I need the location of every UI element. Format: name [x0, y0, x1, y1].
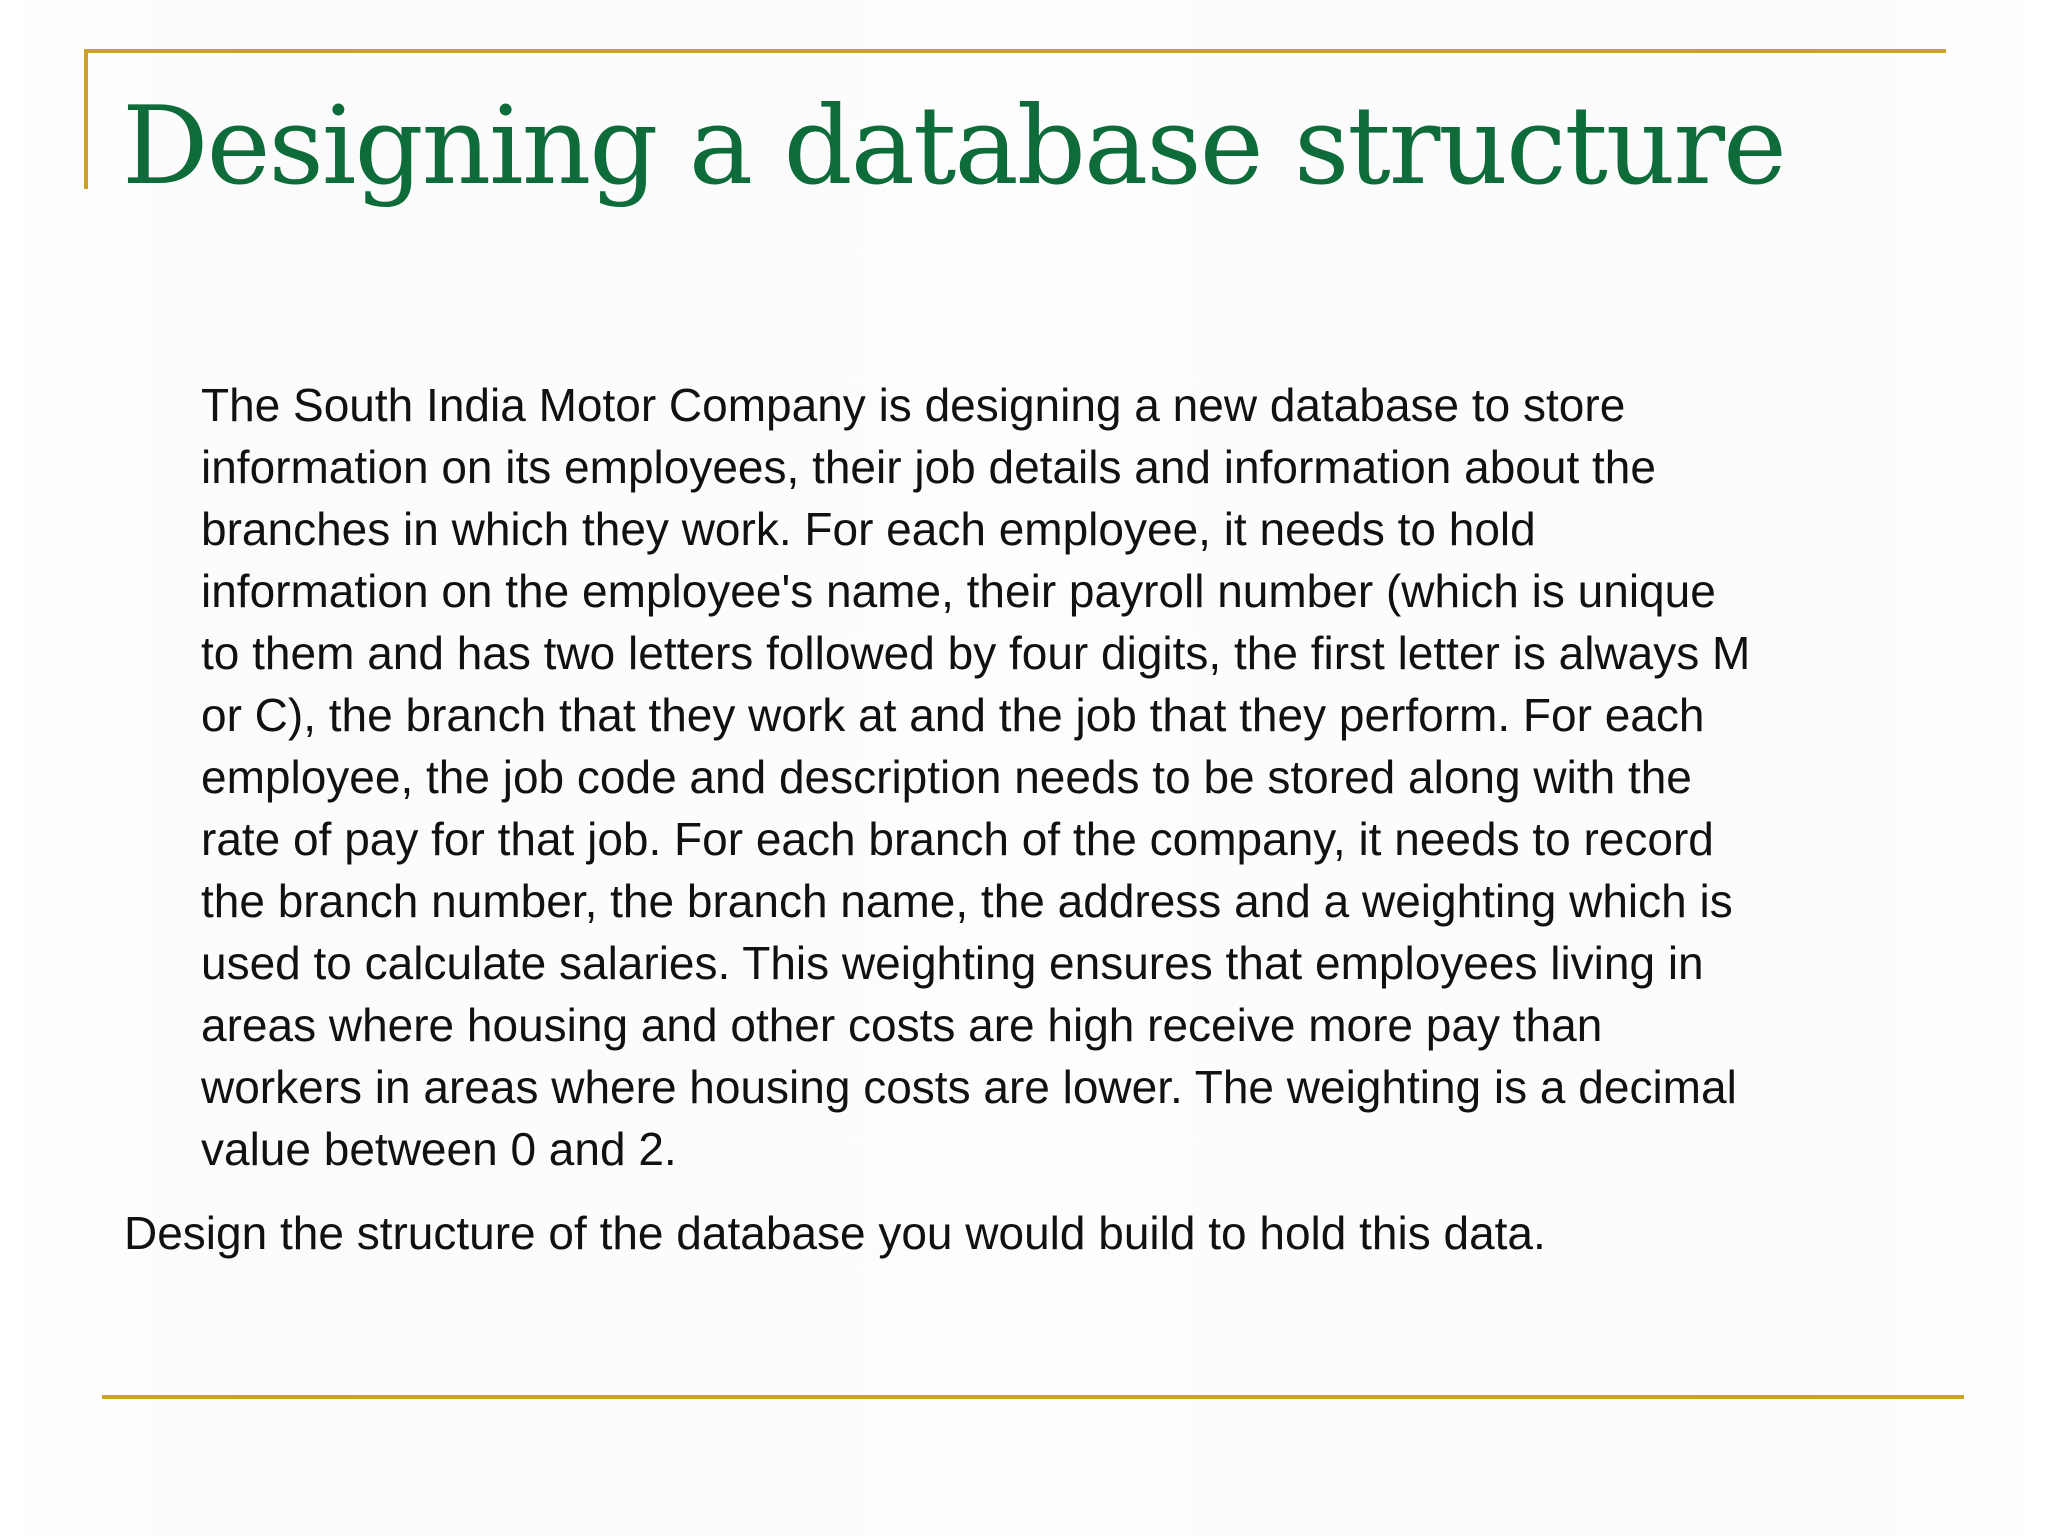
scenario-line: employee, the job code and description needs to be stored along with the: [201, 751, 1692, 803]
scenario-line: used to calculate salaries. This weighting ensures that employees living in: [201, 937, 1704, 989]
scenario-line: workers in areas where housing costs are lower. The weighting is a decimal: [201, 1061, 1737, 1113]
bottom-accent-rule: [102, 1395, 1964, 1399]
scenario-line: information on the employee's name, their payroll number (which is unique: [201, 565, 1716, 617]
scenario-line: information on its employees, their job details and information about the: [201, 441, 1656, 493]
scenario-line: branches in which they work. For each employee, it needs to hold: [201, 503, 1536, 555]
top-accent-rule: [84, 49, 1946, 53]
scenario-line: to them and has two letters followed by four digits, the first letter is always M: [201, 627, 1751, 679]
slide-title: Designing a database structure: [122, 84, 1785, 209]
scenario-line: value between 0 and 2.: [201, 1123, 677, 1175]
scenario-line: rate of pay for that job. For each branch of the company, it needs to record: [201, 813, 1714, 865]
task-prompt: Design the structure of the database you would build to hold this data.: [124, 1207, 1546, 1259]
left-accent-rule: [84, 49, 88, 189]
scenario-line: areas where housing and other costs are high receive more pay than: [201, 999, 1603, 1051]
scenario-line: or C), the branch that they work at and the job that they perform. For each: [201, 689, 1705, 741]
scenario-line: The South India Motor Company is designing a new database to store: [201, 379, 1626, 431]
scenario-paragraph: [201, 374, 1941, 1180]
scenario-line: the branch number, the branch name, the address and a weighting which is: [201, 875, 1733, 927]
